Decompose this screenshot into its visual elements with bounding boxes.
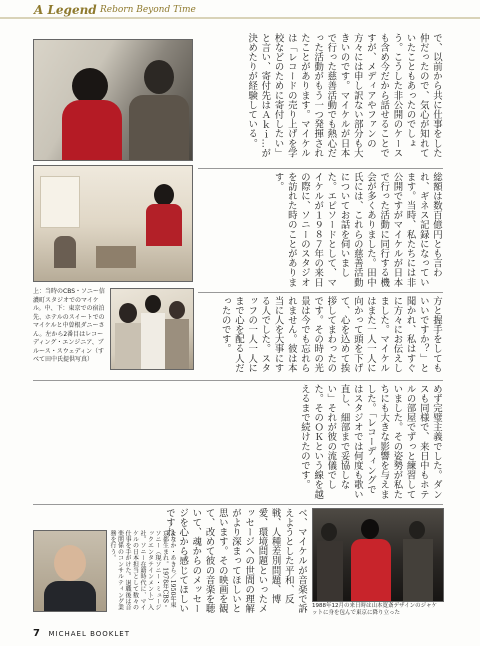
person-center-icon xyxy=(145,295,161,313)
michael-figure xyxy=(72,68,108,104)
portrait-bio: たなか・あきら／1950年東京都生まれ。1978年CBS・ソニー（現ソニー・ミュージックエンタテインメント）入社。ソニー在籍時代に、マイケルの日本担当として数々の仕事を手がけた。退職後は音楽関係のコンサルティング業務を行う。 xyxy=(109,530,176,611)
red-jacket xyxy=(62,100,122,160)
photo-hotel-suite xyxy=(33,165,193,282)
engineer-figure xyxy=(144,60,174,94)
caption-photos: 上：当時のCBS・ソニー信濃町スタジオでのマイケル。中、下：東京での宿泊先、ホテルのスイートでのマイケルと中曽根ダニーさん。左から2番目はレコーディング・エンジニア、ブルース・スウェディン（すべて田中氏提供写真） xyxy=(33,288,105,363)
person-left-icon xyxy=(119,303,137,323)
header-title: A Legend xyxy=(34,3,97,17)
arrival-red-jacket xyxy=(351,539,391,601)
page-number: 7 xyxy=(33,628,40,639)
header-subtitle: Reborn Beyond Time xyxy=(100,5,196,15)
person-right-icon xyxy=(169,301,185,319)
column-2: 総額は数百億円とも言われ、ギネス記録になっています。当時、私たちには非公開ですがマイケルが日本で行った活動に同行する機会が多くありました。田中氏には、これらの慈善活動についてお話を伺いました。エピソードとして、マイケルが１９８７年の来日の際に、ソニーのスタジオを訪れた時のことがあります。 xyxy=(272,172,442,288)
photo-hotel-group xyxy=(110,288,194,370)
column-3: 方と握手をしてもいいですか？」と聞かれ、私はすぐに方々にお伝えしました。マイケルはまた一人一人に向かって頭を下げて、心を込めて挨拶してまわったのです。その時の光景は今でも忘れられません。彼は本当に人を大事にする人でした。スタッフの一人一人にまで心を配る人だったのです。 xyxy=(219,296,442,373)
column-4: めず完璧主義でした。ダンスも同様で、来日中もホテルの部屋でずっと練習していました。その姿勢が私たちにも大きな影響を与えました。「レコーディングではスタジオでは何度も歌い直し、細部まで妥協しない」それが彼の流儀でした。そのＯＫという線を越えるまで続けたのです。 xyxy=(298,384,442,500)
portrait-face xyxy=(54,545,86,581)
photo-tokyo-arrival xyxy=(312,508,444,602)
column-5: ベ、マイケルが音楽で訴えようとした平和、反戦、人種差別問題、博愛、環境問題といったメッセージへの世間の理解がより深まってほしいと思います。その映画を観て、改めて彼の音楽を聴いて、魂からのメッセージを心から感じてほしいですね。 xyxy=(163,508,307,614)
photo-portrait xyxy=(33,530,107,612)
photo-studio xyxy=(33,39,193,161)
page-footer xyxy=(33,628,130,639)
column-1: で、以前から共に仕事をした仲だったので、気心が知れていたこともあったのでしょう。こうした非公開のケースも含め今だから話せることですが、メディアやファンの方々には申し訳ない部分も大きいのです。マイケルが日本で行った慈善活動でも熱心だった活動がもう一つ発揮されたことがあります。マイケルは「レコードの売り上げを学校などのために寄付したい」と言い、寄付先はＡｋｉ…が決めたりが経験している。 xyxy=(246,33,442,158)
booklet-title: MICHAEL BOOKLET xyxy=(48,630,130,638)
caption-arrival: 1988年12月の来日時は山本寛斎デザインのジャケットに身を包んで東京に降り立った xyxy=(312,603,438,616)
header-rule xyxy=(0,17,480,19)
michael-suite-figure xyxy=(154,184,174,206)
page-header xyxy=(0,0,480,22)
